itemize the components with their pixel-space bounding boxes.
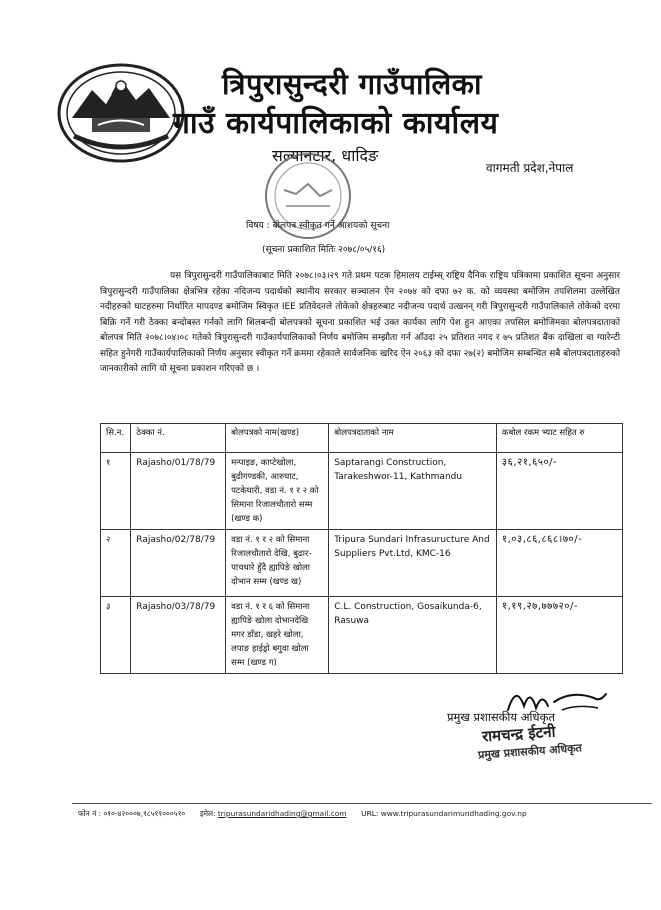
cell-contract-no: Rajasho/02/78/79 (131, 530, 226, 597)
header-contract-no: ठेक्का नं. (131, 424, 226, 453)
phone-value: ०१०-४२०००७,९८५११०००५१० (103, 809, 186, 818)
phone-label: फोन नं : (78, 809, 102, 818)
header-amount: कबोल रकम भ्याट सहित रु (496, 424, 622, 453)
officer-name-stamp: रामचन्द्र ईटनी (481, 722, 557, 746)
org-name: त्रिपुरासुन्दरी गाउँपालिका (222, 67, 482, 101)
header-sn: सि.न. (101, 424, 131, 453)
bids-table (100, 423, 623, 674)
office-name: गाउँ कार्यपालिकाको कार्यालय (173, 106, 499, 141)
cell-section: वडा नं. १ र २ को सिमाना रिजालचौतारो देखि, बुढार-पाचधारे हुँदै ह्यापिङे खोला दोभान सम्म (खण्ड ख) (226, 530, 329, 597)
header-bidder: बोलपत्रदाताको नाम (329, 424, 497, 453)
website-link[interactable]: www.tripurasundarimundhading.gov.np (380, 809, 527, 818)
email-link[interactable]: tripurasundaridhading@gmail.com (217, 809, 347, 818)
footer-divider (72, 803, 652, 804)
officer-designation-stamp: प्रमुख प्रशासकीय अधिकृत (477, 741, 583, 762)
cell-bidder: C.L. Construction, Gosaikunda-6, Rasuwa (329, 597, 497, 674)
cell-sn: ३ (101, 597, 131, 674)
notice-subject: विषय : बोलपत्र स्वीकृत गर्ने आशयको सूचना (246, 221, 390, 231)
officer-title: प्रमुख प्रशासकीय अधिकृत (447, 710, 555, 724)
footer-contact (78, 809, 658, 819)
table-row (101, 453, 623, 530)
cell-sn: १ (101, 453, 131, 530)
cell-section: मन्पाइङ, काप्टेखोला, बुढीगण्डकी, आरुघाट, पटकेघारी, वडा नं. १ र २ को सिमाना रिजालचौतारो सम्म (खण्ड क) (226, 453, 329, 530)
url-label: URL: (361, 809, 379, 818)
table-row (101, 530, 623, 597)
cell-bidder: Saptarangi Construction, Tarakeshwor-11, Kathmandu (329, 453, 497, 530)
table-row (101, 597, 623, 674)
cell-contract-no: Rajasho/03/78/79 (131, 597, 226, 674)
office-address: सल्यानटार, धादिङ (272, 146, 379, 165)
cell-section: वडा नं. १ र ६ को सिमाना ह्यापिङे खोला दोभानदेखि मगर डाँडा, खहरे खोला, लपाङ हाईड्रो बगुवा खोला सम्म (खण्ड ग) (226, 597, 329, 674)
cell-sn: २ (101, 530, 131, 597)
cell-amount: १,१९,२७,७७७२०/- (496, 597, 622, 674)
cell-amount: ३६,२१,६५०/- (496, 453, 622, 530)
cell-bidder: Tripura Sundari Infrasuructure And Suppliers Pvt.Ltd, KMC-16 (329, 530, 497, 597)
header-section: बोलपत्रको नाम(खण्ड) (226, 424, 329, 453)
notice-body: यस त्रिपुरासुन्दरी गाउँपालिकाबाट मिति २०७८।०३।२९ गते प्रथम पटक हिमालय टाईम्स् राष्ट्रिय दैनिक राष्ट्रिय पत्रिकामा प्रकाशित सूचना अनुसार त्रिपुरासुन्दरी गाउँपालिका क्षेत्रभित्र रहेका नदिजन्य पदार्थको स्थानीय सरकार सञ्चालन ऐन २०७४ को दफा ७२ क. को व्यवस्था बमोजिम तपशिलमा उल्लेखित नदीहरुको घाटहरुमा निर्धारित मापदण्ड बमोजिम स्विकृत IEE प्रतिवेदनले तोकेको क्षेत्रहरुबाट नदीजन्य पदार्थ उत्खनन् गरी त्रिपुरासुन्दरी गाउँपालिकाले तोकेको दरमा बिक्रि गर्ने गरी ठेक्का बन्दोबस्त गर्नको लागि शिलबन्दी बोलपत्रको सूचना प्रकाशित भई उक्त कार्यका लागि पेश हुन आएका तपसिल बमोजिमका बोलपत्रदाताको बोलपत्र मिति २०७८।०४।०८ गतेको त्रिपुरासुन्दरी गाउँकार्यपालिकाको निर्णय बमोजिम सम्झौता गर्न आँउदा २५ प्रतिशत नगद र ७५ प्रतिशत बैंक दाखिला वा ग्यारेन्टी सहित हुनेगरी गाउँकार्यपालिकाको निर्णय अनुसार स्वीकृत गर्ने क्रममा रहेकाले सार्वजनिक खरिद ऐन २०६३ को दफा २७(२) बमोजिम सम्बन्धित सबै बोलपत्रदाताहरुको जानकारीको लागि यो सूचना प्रकाशन गरिएको छ । (100, 271, 620, 374)
cell-amount: १,०३,८६,८६८।७०/- (496, 530, 622, 597)
province-name: वागमती प्रदेश,नेपाल (486, 161, 574, 175)
municipality-emblem-logo (54, 58, 189, 168)
cell-contract-no: Rajasho/01/78/79 (131, 453, 226, 530)
email-label: इमेल: (199, 809, 216, 818)
publication-date: (सूचना प्रकाशित मितिः २०७८/०५/१६) (262, 245, 386, 255)
table-header-row (101, 424, 623, 453)
